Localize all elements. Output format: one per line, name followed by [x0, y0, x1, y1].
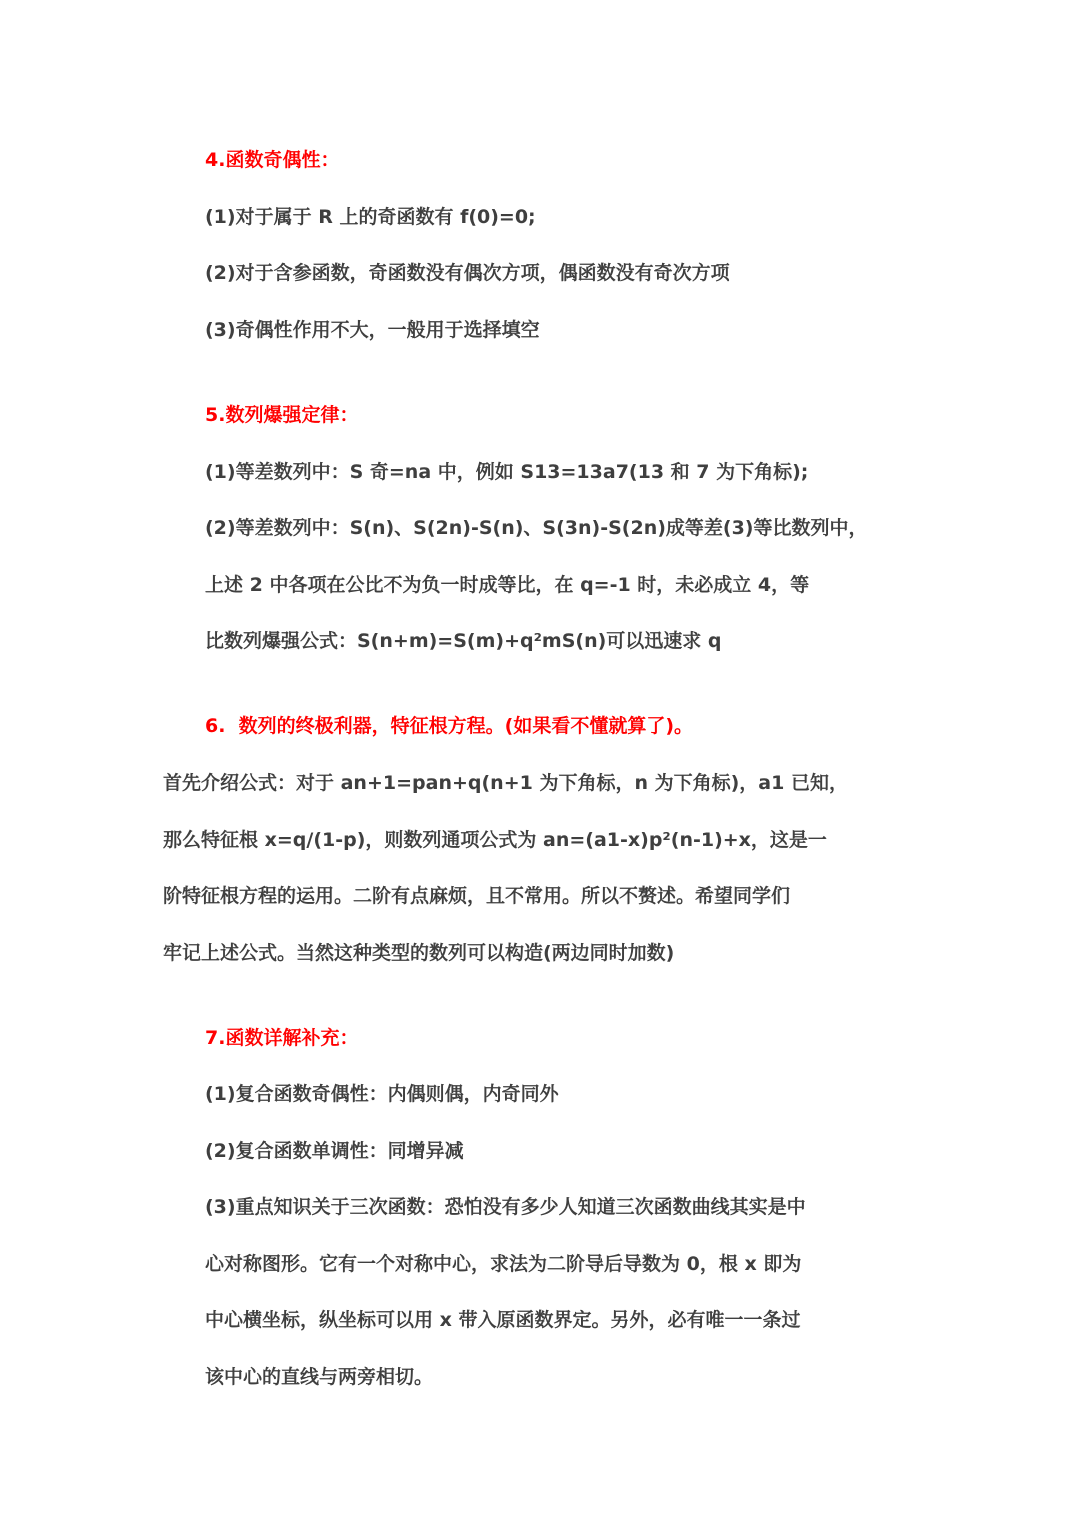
paragraph-line: (3)奇偶性作用不大，一般用于选择填空	[205, 319, 540, 341]
paragraph-line: (2)等差数列中：S(n)、S(2n)-S(n)、S(3n)-S(2n)成等差(3)等比数列中，	[205, 517, 868, 539]
paragraph-line: 上述 2 中各项在公比不为负一时成等比，在 q=-1 时，未必成立 4，等	[205, 574, 810, 596]
paragraph-line: 那么特征根 x=q/(1-p)，则数列通项公式为 an=(a1-x)p²(n-1)+x，这是一	[163, 829, 827, 851]
paragraph-line: 比数列爆强公式：S(n+m)=S(m)+q²mS(n)可以迅速求 q	[205, 630, 722, 652]
paragraph-line: (1)等差数列中：S 奇=na 中，例如 S13=13a7(13 和 7 为下角标);	[205, 461, 809, 483]
paragraph-line: 首先介绍公式：对于 an+1=pan+q(n+1 为下角标，n 为下角标)，a1 已知，	[163, 772, 848, 794]
paragraph-line: 阶特征根方程的运用。二阶有点麻烦，且不常用。所以不赘述。希望同学们	[163, 885, 791, 907]
paragraph-line: (1)复合函数奇偶性：内偶则偶，内奇同外	[205, 1083, 559, 1105]
paragraph-line: 牢记上述公式。当然这种类型的数列可以构造(两边同时加数)	[163, 942, 675, 964]
paragraph-line: (2)复合函数单调性：同增异减	[205, 1140, 464, 1162]
paragraph-line: 该中心的直线与两旁相切。	[205, 1366, 434, 1388]
paragraph-line: (2)对于含参函数，奇函数没有偶次方项，偶函数没有奇次方项	[205, 262, 730, 284]
section-heading-6: 6. 数列的终极利器，特征根方程。(如果看不懂就算了)。	[205, 715, 694, 737]
paragraph-line: (1)对于属于 R 上的奇函数有 f(0)=0;	[205, 206, 536, 228]
paragraph-line: 中心横坐标，纵坐标可以用 x 带入原函数界定。另外，必有唯一一条过	[205, 1309, 801, 1331]
section-heading-4: 4.函数奇偶性：	[205, 149, 340, 171]
section-heading-5: 5.数列爆强定律：	[205, 404, 359, 426]
paragraph-line: 心对称图形。它有一个对称中心，求法为二阶导后导数为 0，根 x 即为	[205, 1253, 802, 1275]
section-heading-7: 7.函数详解补充：	[205, 1027, 359, 1049]
paragraph-line: (3)重点知识关于三次函数：恐怕没有多少人知道三次函数曲线其实是中	[205, 1196, 806, 1218]
